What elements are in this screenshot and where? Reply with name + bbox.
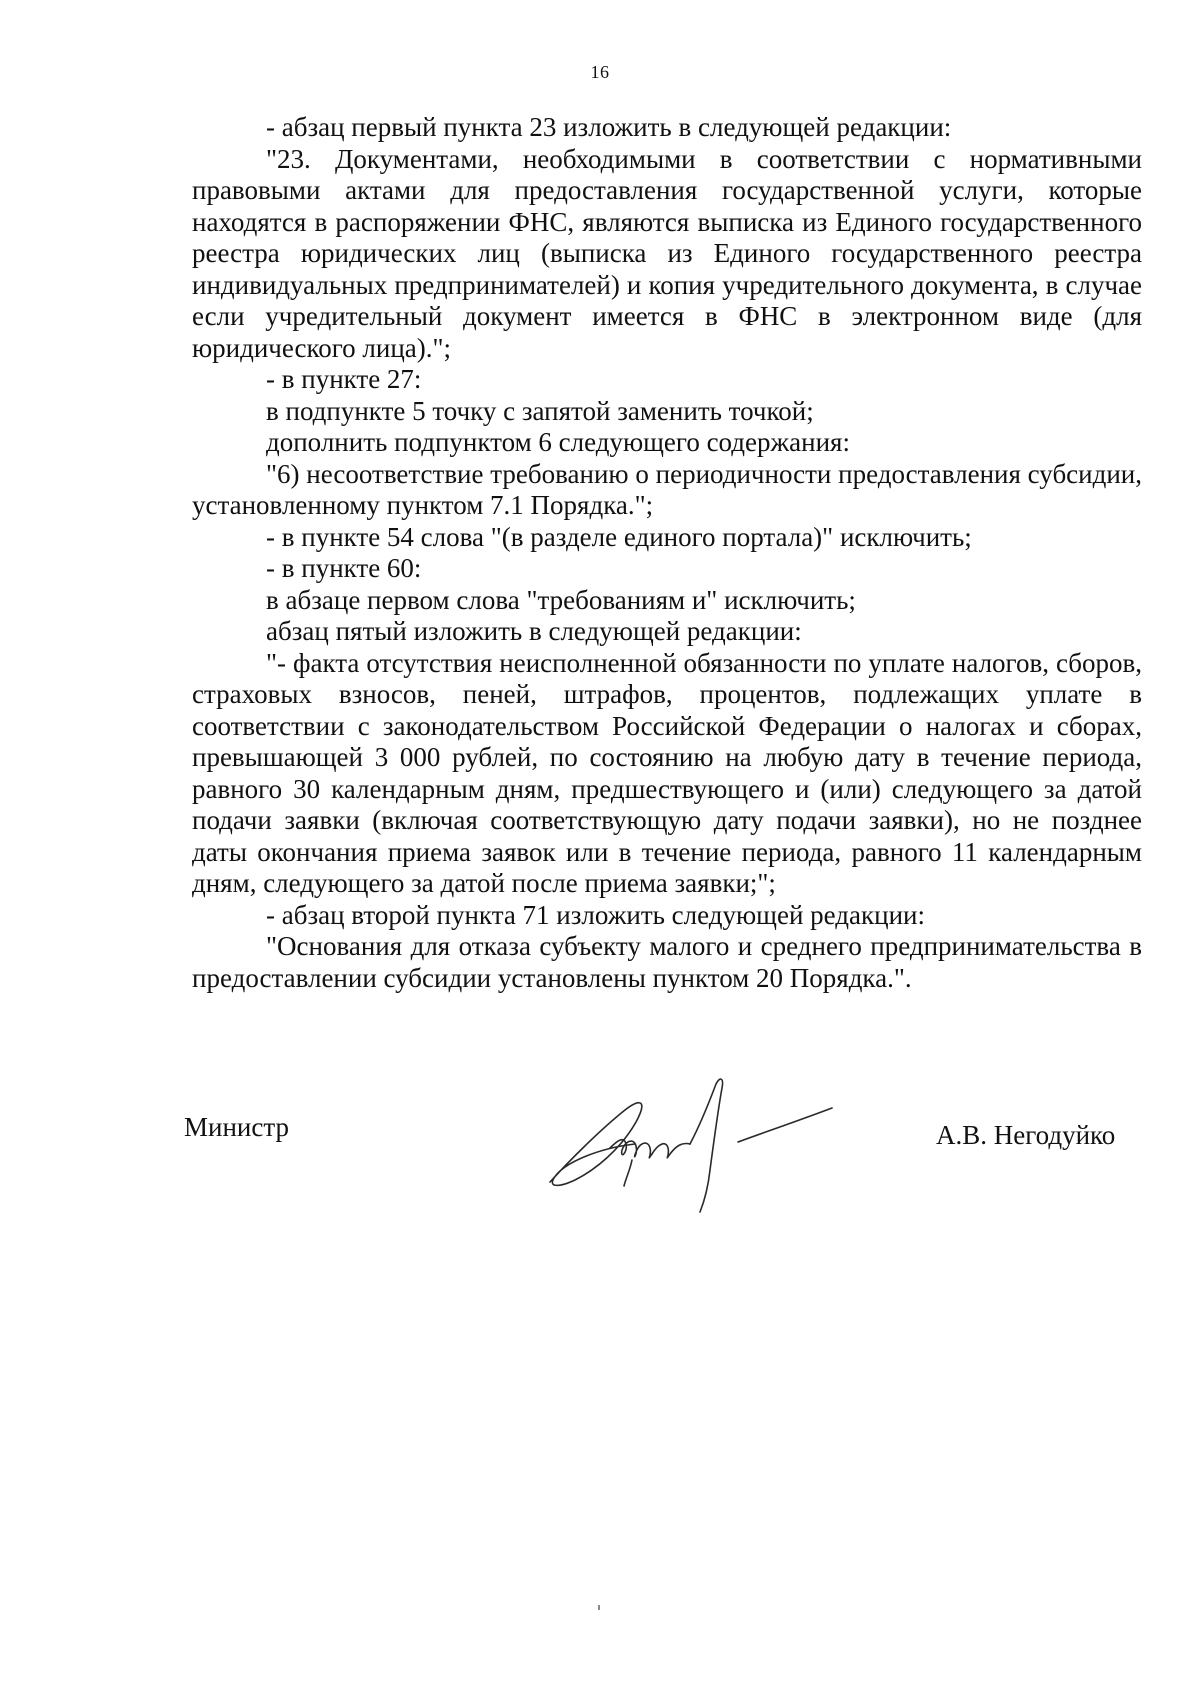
paragraph: в абзаце первом слова "требованиям и" исключить; (266, 584, 856, 615)
paragraph: - абзац первый пункта 23 изложить в следующей редакции: (266, 112, 952, 142)
signatory-title: Министр (184, 1112, 289, 1142)
paragraph: "23. Документами, необходимыми в соответствии с нормативными правовыми актами для предоставления государственной услуги, которые находятся в распоряжении ФНС, являются выписка из Единого государственного реестра юридических лиц (выписка из Единого государственного реестра индивидуальных предпринимателей) и копия учредительного документа, в случае если учредительный документ имеется в ФНС в электронном виде (для юридического лица)."; (192, 143, 1142, 363)
paragraph: - в пункте 54 слова "(в разделе единого портала)" исключить; (266, 521, 972, 552)
body-text (192, 112, 1142, 994)
scan-speck (598, 1605, 600, 1610)
signature-block (0, 1070, 1200, 1220)
paragraph: - в пункте 60: (266, 553, 422, 583)
paragraph: в подпункте 5 точку с запятой заменить точкой; (266, 395, 814, 426)
paragraph: абзац пятый изложить в следующей редакции: (266, 616, 802, 646)
page-number: 16 (590, 62, 610, 82)
paragraph: "- факта отсутствия неисполненной обязанности по уплате налогов, сборов, страховых взносов, пеней, штрафов, процентов, подлежащих уплате в соответствии с законодательством Российской Федерации о налогах и сборах, превышающей 3 000 рублей, по состоянию на любую дату в течение периода, равного 30 календарным дням, предшествующего и (или) следующего за датой подачи заявки (включая соответствующую дату подачи заявки), но не позднее даты окончания приема заявок или в течение периода, равного 11 календарным дням, следующего за датой после приема заявки;"; (192, 647, 1142, 898)
signatory-name: А.В. Негодуйко (936, 1120, 1116, 1150)
paragraph: "Основания для отказа субъекту малого и среднего предпринимательства в предоставлении субсидии установлены пунктом 20 Порядка.". (192, 931, 1142, 993)
handwritten-signature (540, 1070, 860, 1220)
paragraph: - в пункте 27: (266, 364, 422, 394)
paragraph: "6) несоответствие требованию о периодичности предоставления субсидии, установленному пунктом 7.1 Порядка."; (192, 458, 1142, 520)
paragraph: дополнить подпунктом 6 следующего содержания: (266, 427, 850, 457)
paragraph: - абзац второй пункта 71 изложить следующей редакции: (266, 899, 925, 930)
